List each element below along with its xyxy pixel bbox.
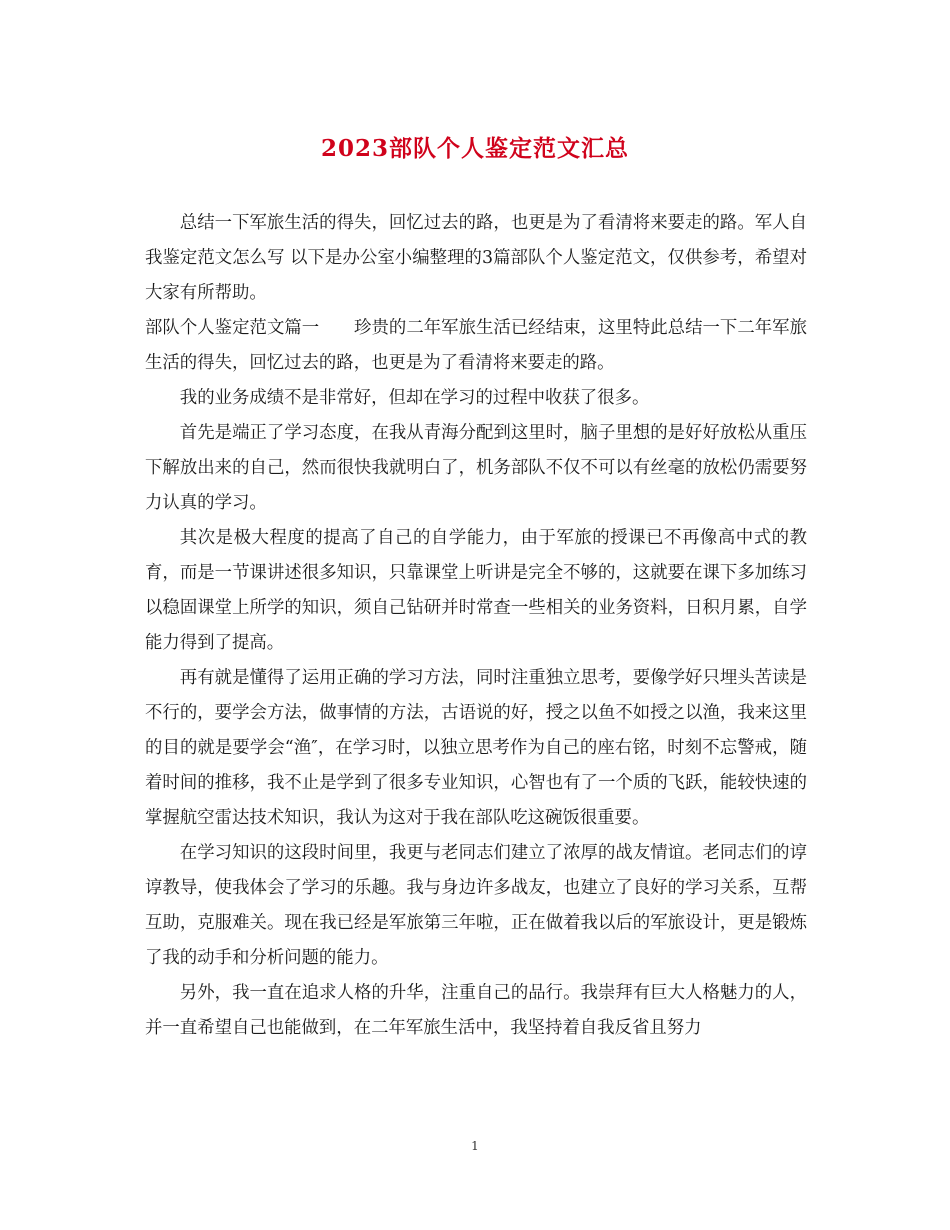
- paragraph: 部队个人鉴定范文篇一 珍贵的二年军旅生活已经结束，这里特此总结一下二年军旅生活的得失，回忆过去的路，也更是为了看清将来要走的路。: [145, 318, 807, 373]
- document-title: 2023部队个人鉴定范文汇总: [320, 135, 629, 162]
- page-number: 1: [471, 1139, 479, 1153]
- paragraph: 另外，我一直在追求人格的升华，注重自己的品行。我崇拜有巨大人格魅力的人，并一直希望自己也能做到，在二年军旅生活中，我坚持着自我反省且努力: [145, 983, 807, 1038]
- paragraph: 我的业务成绩不是非常好，但却在学习的过程中收获了很多。: [179, 388, 650, 408]
- paragraph: 在学习知识的这段时间里，我更与老同志们建立了浓厚的战友情谊。老同志们的谆谆教导，使我体会了学习的乐趣。我与身边许多战友，也建立了良好的学习关系，互帮互助，克服难关。现在我已经是军旅第三年啦，正在做着我以后的军旅设计，更是锻炼了我的动手和分析问题的能力。: [145, 843, 807, 968]
- paragraph: 再有就是懂得了运用正确的学习方法，同时注重独立思考，要像学好只埋头苦读是不行的，要学会方法，做事情的方法，古语说的好，授之以鱼不如授之以渔，我来这里的目的就是要学会“渔″，在学习时，以独立思考作为自己的座右铭，时刻不忘警戒，随着时间的推移，我不止是学到了很多专业知识，心智也有了一个质的飞跃，能较快速的掌握航空雷达技术知识，我认为这对于我在部队吃这碗饭很重要。: [145, 668, 807, 828]
- document-body: [145, 206, 807, 1046]
- paragraph: 其次是极大程度的提高了自己的自学能力，由于军旅的授课已不再像高中式的教育，而是一节课讲述很多知识，只靠课堂上听讲是完全不够的，这就要在课下多加练习以稳固课堂上所学的知识，须自己钻研并时常查一些相关的业务资料，日积月累，自学能力得到了提高。: [145, 528, 807, 653]
- paragraph: 首先是端正了学习态度，在我从青海分配到这里时，脑子里想的是好好放松从重压下解放出来的自己，然而很快我就明白了，机务部队不仅不可以有丝毫的放松仍需要努力认真的学习。: [145, 423, 807, 513]
- paragraph: 总结一下军旅生活的得失，回忆过去的路，也更是为了看清将来要走的路。军人自我鉴定范文怎么写 以下是办公室小编整理的3篇部队个人鉴定范文，仅供参考，希望对大家有所帮助。: [145, 213, 807, 303]
